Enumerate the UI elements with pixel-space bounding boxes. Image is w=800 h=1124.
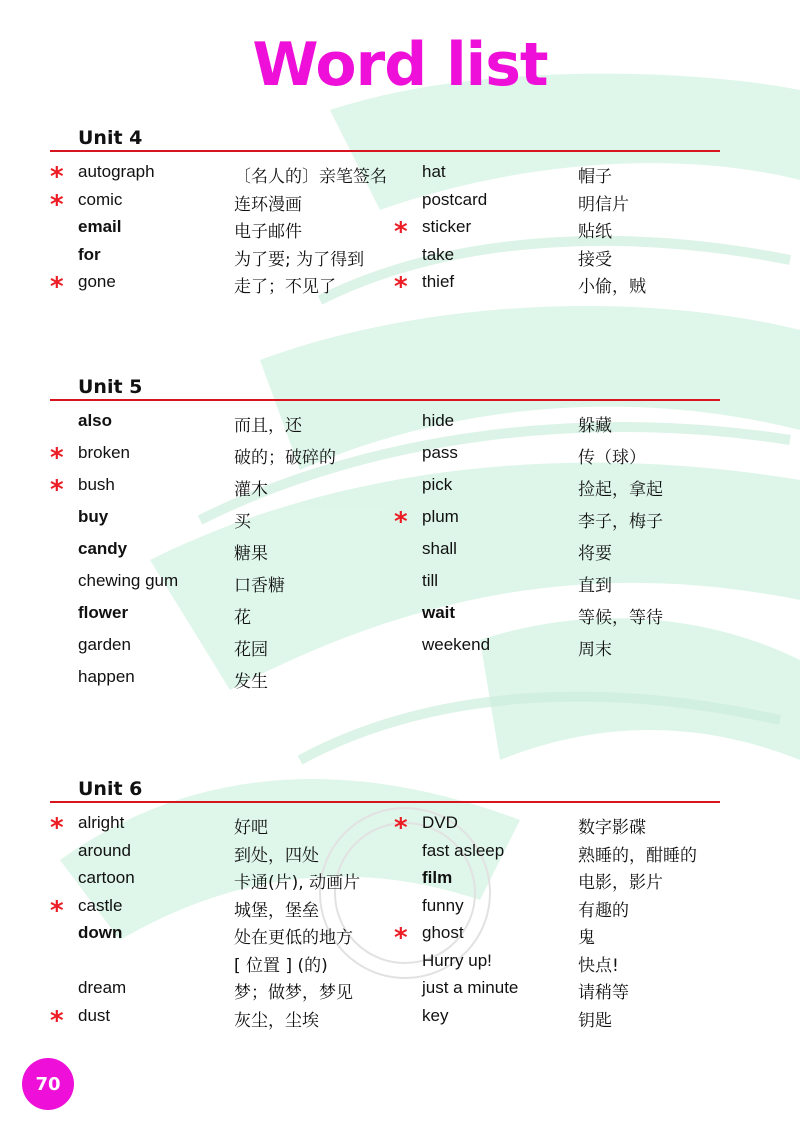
asterisk-icon: * xyxy=(394,272,408,302)
english-word: email xyxy=(78,217,122,236)
unit-divider xyxy=(50,399,720,401)
chinese-meaning: 梦；做梦，梦见 xyxy=(234,983,353,1003)
english-word: also xyxy=(78,411,113,430)
chinese-meaning: 明信片 xyxy=(578,194,629,215)
unit-title: Unit 4 xyxy=(78,127,143,149)
english-word: for xyxy=(78,244,101,264)
chinese-meaning: 〔名人的〕亲笔签名 xyxy=(234,167,387,187)
english-word: candy xyxy=(78,539,128,558)
english-word: down xyxy=(78,923,123,942)
english-word: happen xyxy=(78,667,135,686)
english-word: film xyxy=(422,868,453,887)
english-word: autograph xyxy=(78,162,155,181)
english-word: hide xyxy=(422,411,455,430)
english-word: castle xyxy=(78,895,123,915)
english-word: cartoon xyxy=(78,868,135,887)
unit-divider xyxy=(50,150,720,152)
english-word: alright xyxy=(78,813,125,832)
chinese-meaning: 躲藏 xyxy=(578,416,612,436)
english-word: fast asleep xyxy=(422,840,505,860)
chinese-meaning: 鬼 xyxy=(578,928,595,948)
asterisk-icon: * xyxy=(50,162,64,192)
chinese-meaning: 帽子 xyxy=(578,167,612,187)
english-word: DVD xyxy=(422,813,458,832)
english-word: around xyxy=(78,840,131,860)
english-word: ghost xyxy=(422,923,464,942)
chinese-meaning: 周末 xyxy=(578,640,612,660)
english-word: broken xyxy=(78,443,130,462)
unit-title: Unit 6 xyxy=(78,778,143,800)
chinese-meaning: 到处，四处 xyxy=(234,845,319,866)
english-word: postcard xyxy=(422,189,488,209)
english-word: take xyxy=(422,244,455,264)
english-word: dream xyxy=(78,978,127,997)
chinese-meaning: 小偷，贼 xyxy=(578,277,646,297)
english-word: hat xyxy=(422,162,446,181)
asterisk-icon: * xyxy=(394,217,408,247)
english-word: dust xyxy=(78,1005,111,1025)
english-word: plum xyxy=(422,507,459,526)
chinese-meaning: 卡通(片), 动画片 xyxy=(234,873,361,893)
unit-header xyxy=(50,773,720,803)
unit-header xyxy=(50,371,720,401)
chinese-meaning: 捡起，拿起 xyxy=(578,480,663,500)
chinese-meaning: 破的；破碎的 xyxy=(234,448,336,468)
chinese-meaning: 好吧 xyxy=(234,818,268,838)
english-word: weekend xyxy=(422,635,491,654)
asterisk-icon: * xyxy=(50,895,64,926)
chinese-meaning: 而且，还 xyxy=(234,416,302,436)
unit-section xyxy=(50,122,720,302)
chinese-meaning: 发生 xyxy=(234,672,268,692)
asterisk-icon: * xyxy=(50,475,64,505)
chinese-meaning: 处在更低的地方 xyxy=(234,928,353,948)
asterisk-icon: * xyxy=(50,813,64,843)
chinese-meaning: 花 xyxy=(234,608,251,628)
chinese-meaning: 灰尘，尘埃 xyxy=(234,1010,319,1031)
asterisk-icon: * xyxy=(50,272,64,302)
chinese-meaning: 城堡，堡垒 xyxy=(234,900,319,921)
chinese-meaning: 贴纸 xyxy=(578,222,612,242)
asterisk-icon: * xyxy=(50,1005,64,1036)
asterisk-icon: * xyxy=(50,443,64,473)
english-word: pick xyxy=(422,475,453,494)
english-word: buy xyxy=(78,507,109,526)
chinese-meaning: 灌木 xyxy=(234,480,268,500)
english-word: wait xyxy=(422,603,456,622)
english-word: comic xyxy=(78,189,123,209)
chinese-meaning: 买 xyxy=(234,512,251,532)
chinese-meaning: 直到 xyxy=(578,576,612,596)
chinese-meaning: 口香糖 xyxy=(234,576,285,596)
unit-header xyxy=(50,122,720,152)
chinese-meaning: 请稍等 xyxy=(578,983,629,1003)
english-word: chewing gum xyxy=(78,571,179,590)
asterisk-icon: * xyxy=(394,813,408,843)
asterisk-icon: * xyxy=(394,507,408,537)
english-word: bush xyxy=(78,475,115,494)
chinese-meaning: 电子邮件 xyxy=(234,222,302,242)
english-word: sticker xyxy=(422,217,472,236)
english-word: just a minute xyxy=(422,978,519,997)
chinese-meaning: 连环漫画 xyxy=(234,194,302,215)
chinese-meaning: 熟睡的，酣睡的 xyxy=(578,845,697,866)
english-word: gone xyxy=(78,272,116,291)
unit-divider xyxy=(50,801,720,803)
english-word: key xyxy=(422,1005,449,1025)
chinese-meaning: 等候，等待 xyxy=(578,608,663,628)
english-word: shall xyxy=(422,539,457,558)
chinese-meaning: 糖果 xyxy=(234,544,268,564)
chinese-meaning: 将要 xyxy=(578,544,612,564)
chinese-meaning: 电影，影片 xyxy=(578,873,663,893)
unit-section xyxy=(50,773,720,1036)
chinese-meaning: 快点! xyxy=(578,955,619,976)
chinese-meaning: [ 位置 ] (的) xyxy=(234,955,328,976)
english-word: garden xyxy=(78,635,131,654)
english-word: till xyxy=(422,571,439,590)
english-word: flower xyxy=(78,603,129,622)
unit-section xyxy=(50,371,720,692)
asterisk-icon: * xyxy=(394,923,408,953)
chinese-meaning: 传（球） xyxy=(578,448,646,468)
english-word: Hurry up! xyxy=(422,950,492,970)
unit-title: Unit 5 xyxy=(78,376,143,398)
chinese-meaning: 有趣的 xyxy=(578,900,629,921)
chinese-meaning: 花园 xyxy=(234,640,268,660)
chinese-meaning: 接受 xyxy=(578,249,612,270)
page-number-badge: 70 xyxy=(22,1058,74,1110)
chinese-meaning: 走了；不见了 xyxy=(234,277,336,297)
english-word: funny xyxy=(422,895,464,915)
chinese-meaning: 为了要; 为了得到 xyxy=(234,249,365,270)
chinese-meaning: 李子，梅子 xyxy=(578,512,663,532)
chinese-meaning: 数字影碟 xyxy=(578,818,646,838)
asterisk-icon: * xyxy=(50,189,64,220)
chinese-meaning: 钥匙 xyxy=(578,1010,612,1031)
english-word: pass xyxy=(422,443,458,462)
page-title: Word list xyxy=(252,30,548,100)
english-word: thief xyxy=(422,272,455,291)
